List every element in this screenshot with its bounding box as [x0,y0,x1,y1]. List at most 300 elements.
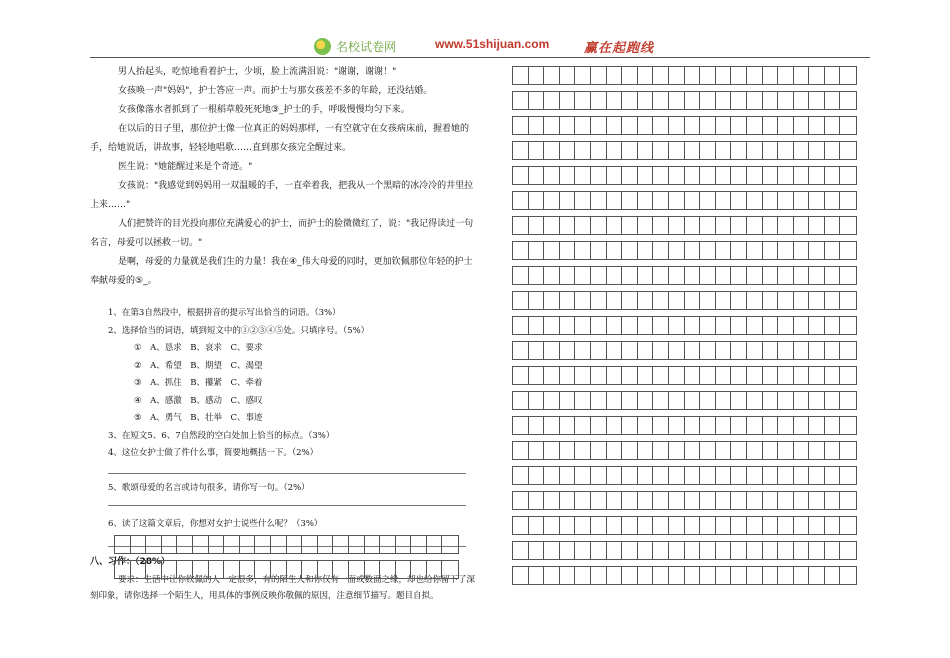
grid-cell[interactable] [560,92,576,109]
grid-cell[interactable] [607,567,623,584]
grid-cell[interactable] [513,392,529,409]
grid-cell[interactable] [607,142,623,159]
grid-cell[interactable] [607,117,623,134]
grid-cell[interactable] [763,542,779,559]
grid-cell[interactable] [716,67,732,84]
grid-cell[interactable] [716,242,732,259]
grid-cell[interactable] [809,367,825,384]
grid-cell[interactable] [809,417,825,434]
grid-cell[interactable] [778,92,794,109]
grid-cell[interactable] [840,292,856,309]
grid-cell[interactable] [529,142,545,159]
grid-cell[interactable] [763,392,779,409]
grid-cell[interactable] [685,542,701,559]
grid-cell[interactable] [825,567,841,584]
grid-cell[interactable] [622,142,638,159]
grid-cell[interactable] [716,417,732,434]
grid-cell[interactable] [607,217,623,234]
grid-cell[interactable] [809,567,825,584]
grid-cell[interactable] [638,367,654,384]
grid-cell[interactable] [575,192,591,209]
grid-cell[interactable] [747,342,763,359]
grid-cell[interactable] [778,117,794,134]
grid-cell[interactable] [809,142,825,159]
grid-cell[interactable] [669,242,685,259]
grid-cell[interactable] [747,517,763,534]
grid-cell[interactable] [255,561,271,578]
grid-cell[interactable] [794,392,810,409]
grid-cell[interactable] [747,242,763,259]
grid-cell[interactable] [825,192,841,209]
grid-cell[interactable] [591,517,607,534]
grid-cell[interactable] [825,92,841,109]
grid-cell[interactable] [333,536,349,553]
grid-cell[interactable] [591,192,607,209]
grid-cell[interactable] [685,192,701,209]
grid-cell[interactable] [622,292,638,309]
grid-cell[interactable] [560,467,576,484]
grid-cell[interactable] [607,67,623,84]
grid-cell[interactable] [731,267,747,284]
grid-cell[interactable] [529,167,545,184]
grid-cell[interactable] [809,392,825,409]
grid-cell[interactable] [622,192,638,209]
grid-cell[interactable] [653,367,669,384]
grid-cell[interactable] [529,92,545,109]
grid-cell[interactable] [685,492,701,509]
grid-cell[interactable] [427,561,443,578]
grid-cell[interactable] [365,561,381,578]
grid-cell[interactable] [575,542,591,559]
grid-cell[interactable] [716,267,732,284]
grid-cell[interactable] [622,517,638,534]
grid-cell[interactable] [763,67,779,84]
grid-cell[interactable] [575,392,591,409]
grid-cell[interactable] [607,542,623,559]
grid-cell[interactable] [396,561,412,578]
grid-cell[interactable] [560,142,576,159]
grid-cell[interactable] [607,267,623,284]
grid-cell[interactable] [653,517,669,534]
grid-cell[interactable] [513,142,529,159]
grid-cell[interactable] [825,367,841,384]
grid-cell[interactable] [193,536,209,553]
grid-cell[interactable] [747,392,763,409]
grid-cell[interactable] [638,192,654,209]
grid-cell[interactable] [700,342,716,359]
grid-cell[interactable] [669,517,685,534]
grid-cell[interactable] [763,292,779,309]
grid-cell[interactable] [575,242,591,259]
answer-line[interactable] [108,473,466,474]
grid-cell[interactable] [763,342,779,359]
grid-cell[interactable] [700,217,716,234]
grid-cell[interactable] [669,542,685,559]
grid-cell[interactable] [747,567,763,584]
grid-cell[interactable] [653,192,669,209]
grid-cell[interactable] [560,67,576,84]
grid-cell[interactable] [669,392,685,409]
grid-cell[interactable] [731,67,747,84]
grid-cell[interactable] [560,567,576,584]
grid-cell[interactable] [747,267,763,284]
grid-cell[interactable] [513,267,529,284]
grid-cell[interactable] [825,467,841,484]
grid-cell[interactable] [700,442,716,459]
grid-cell[interactable] [607,392,623,409]
grid-cell[interactable] [731,142,747,159]
grid-cell[interactable] [840,567,856,584]
grid-cell[interactable] [840,317,856,334]
grid-cell[interactable] [778,217,794,234]
grid-cell[interactable] [146,561,162,578]
grid-cell[interactable] [365,536,381,553]
grid-cell[interactable] [177,561,193,578]
grid-cell[interactable] [349,561,365,578]
grid-cell[interactable] [825,292,841,309]
grid-cell[interactable] [622,567,638,584]
grid-cell[interactable] [747,217,763,234]
grid-cell[interactable] [513,342,529,359]
grid-cell[interactable] [669,267,685,284]
grid-cell[interactable] [778,267,794,284]
grid-cell[interactable] [716,517,732,534]
grid-cell[interactable] [840,367,856,384]
grid-cell[interactable] [622,417,638,434]
answer-line[interactable] [108,505,466,506]
grid-cell[interactable] [575,217,591,234]
grid-cell[interactable] [700,292,716,309]
grid-cell[interactable] [513,367,529,384]
grid-cell[interactable] [544,367,560,384]
grid-cell[interactable] [638,417,654,434]
grid-cell[interactable] [794,317,810,334]
grid-cell[interactable] [840,192,856,209]
grid-cell[interactable] [591,92,607,109]
grid-cell[interactable] [685,142,701,159]
grid-cell[interactable] [513,192,529,209]
grid-cell[interactable] [825,117,841,134]
grid-cell[interactable] [653,342,669,359]
grid-cell[interactable] [638,442,654,459]
grid-cell[interactable] [575,267,591,284]
grid-cell[interactable] [529,317,545,334]
grid-cell[interactable] [825,317,841,334]
grid-cell[interactable] [224,561,240,578]
grid-cell[interactable] [825,542,841,559]
grid-cell[interactable] [411,536,427,553]
grid-cell[interactable] [731,492,747,509]
grid-cell[interactable] [513,542,529,559]
grid-cell[interactable] [716,567,732,584]
grid-cell[interactable] [318,561,334,578]
grid-cell[interactable] [513,517,529,534]
grid-cell[interactable] [794,292,810,309]
grid-cell[interactable] [778,467,794,484]
grid-cell[interactable] [638,117,654,134]
grid-cell[interactable] [669,567,685,584]
grid-cell[interactable] [685,517,701,534]
grid-cell[interactable] [747,92,763,109]
grid-cell[interactable] [716,92,732,109]
grid-cell[interactable] [747,542,763,559]
grid-cell[interactable] [669,117,685,134]
grid-cell[interactable] [731,442,747,459]
grid-cell[interactable] [716,217,732,234]
grid-cell[interactable] [240,536,256,553]
grid-cell[interactable] [840,67,856,84]
grid-cell[interactable] [700,542,716,559]
grid-cell[interactable] [809,92,825,109]
grid-cell[interactable] [544,492,560,509]
grid-cell[interactable] [591,467,607,484]
grid-cell[interactable] [778,167,794,184]
grid-cell[interactable] [653,467,669,484]
grid-cell[interactable] [809,492,825,509]
grid-cell[interactable] [529,342,545,359]
grid-cell[interactable] [560,217,576,234]
grid-cell[interactable] [529,217,545,234]
grid-cell[interactable] [685,292,701,309]
grid-cell[interactable] [529,567,545,584]
grid-cell[interactable] [560,542,576,559]
grid-cell[interactable] [653,542,669,559]
grid-cell[interactable] [544,142,560,159]
grid-cell[interactable] [513,67,529,84]
grid-cell[interactable] [653,492,669,509]
grid-cell[interactable] [763,467,779,484]
grid-cell[interactable] [763,192,779,209]
grid-cell[interactable] [560,392,576,409]
grid-cell[interactable] [778,442,794,459]
grid-cell[interactable] [669,292,685,309]
grid-cell[interactable] [731,167,747,184]
grid-cell[interactable] [731,217,747,234]
grid-cell[interactable] [809,192,825,209]
grid-cell[interactable] [731,517,747,534]
grid-cell[interactable] [638,317,654,334]
grid-cell[interactable] [840,92,856,109]
grid-cell[interactable] [716,392,732,409]
grid-cell[interactable] [747,317,763,334]
grid-cell[interactable] [591,567,607,584]
grid-cell[interactable] [685,467,701,484]
grid-cell[interactable] [731,417,747,434]
grid-cell[interactable] [333,561,349,578]
grid-cell[interactable] [731,292,747,309]
grid-cell[interactable] [638,492,654,509]
grid-cell[interactable] [763,442,779,459]
grid-cell[interactable] [840,167,856,184]
grid-cell[interactable] [700,242,716,259]
grid-cell[interactable] [513,92,529,109]
grid-cell[interactable] [731,567,747,584]
grid-cell[interactable] [575,517,591,534]
grid-cell[interactable] [685,342,701,359]
grid-cell[interactable] [529,517,545,534]
grid-cell[interactable] [763,167,779,184]
grid-cell[interactable] [840,342,856,359]
grid-cell[interactable] [778,417,794,434]
grid-cell[interactable] [763,117,779,134]
grid-cell[interactable] [809,117,825,134]
grid-cell[interactable] [747,67,763,84]
grid-cell[interactable] [638,92,654,109]
grid-cell[interactable] [685,392,701,409]
grid-cell[interactable] [825,517,841,534]
grid-cell[interactable] [607,467,623,484]
grid-cell[interactable] [840,267,856,284]
grid-cell[interactable] [840,217,856,234]
grid-cell[interactable] [318,536,334,553]
grid-cell[interactable] [560,417,576,434]
grid-cell[interactable] [622,167,638,184]
grid-cell[interactable] [622,92,638,109]
grid-cell[interactable] [700,167,716,184]
grid-cell[interactable] [794,442,810,459]
grid-cell[interactable] [544,567,560,584]
grid-cell[interactable] [747,442,763,459]
grid-cell[interactable] [544,167,560,184]
grid-cell[interactable] [513,317,529,334]
grid-cell[interactable] [560,242,576,259]
grid-cell[interactable] [716,492,732,509]
grid-cell[interactable] [622,242,638,259]
grid-cell[interactable] [115,561,131,578]
grid-cell[interactable] [716,317,732,334]
grid-cell[interactable] [513,117,529,134]
grid-cell[interactable] [669,467,685,484]
grid-cell[interactable] [396,536,412,553]
grid-cell[interactable] [544,467,560,484]
grid-cell[interactable] [287,561,303,578]
grid-cell[interactable] [669,367,685,384]
grid-cell[interactable] [669,417,685,434]
grid-cell[interactable] [778,292,794,309]
grid-cell[interactable] [763,142,779,159]
grid-cell[interactable] [685,267,701,284]
grid-cell[interactable] [607,192,623,209]
grid-cell[interactable] [380,536,396,553]
grid-cell[interactable] [638,142,654,159]
grid-cell[interactable] [544,217,560,234]
grid-cell[interactable] [763,267,779,284]
grid-cell[interactable] [763,492,779,509]
grid-cell[interactable] [669,342,685,359]
grid-cell[interactable] [840,542,856,559]
grid-cell[interactable] [825,67,841,84]
grid-cell[interactable] [560,117,576,134]
grid-cell[interactable] [591,392,607,409]
grid-cell[interactable] [794,167,810,184]
grid-cell[interactable] [591,242,607,259]
grid-cell[interactable] [575,342,591,359]
grid-cell[interactable] [685,317,701,334]
grid-cell[interactable] [794,517,810,534]
grid-cell[interactable] [622,442,638,459]
grid-cell[interactable] [840,142,856,159]
grid-cell[interactable] [529,267,545,284]
grid-cell[interactable] [513,492,529,509]
grid-cell[interactable] [622,217,638,234]
grid-cell[interactable] [747,492,763,509]
grid-cell[interactable] [209,561,225,578]
grid-cell[interactable] [544,117,560,134]
grid-cell[interactable] [700,67,716,84]
grid-cell[interactable] [560,367,576,384]
grid-cell[interactable] [638,517,654,534]
grid-cell[interactable] [131,536,147,553]
grid-cell[interactable] [685,242,701,259]
grid-cell[interactable] [622,367,638,384]
grid-cell[interactable] [591,217,607,234]
grid-cell[interactable] [575,142,591,159]
grid-cell[interactable] [716,342,732,359]
grid-cell[interactable] [794,417,810,434]
grid-cell[interactable] [287,536,303,553]
grid-cell[interactable] [731,342,747,359]
grid-cell[interactable] [560,192,576,209]
grid-cell[interactable] [700,192,716,209]
grid-cell[interactable] [591,317,607,334]
grid-cell[interactable] [778,192,794,209]
grid-cell[interactable] [669,167,685,184]
grid-cell[interactable] [700,267,716,284]
grid-cell[interactable] [747,367,763,384]
grid-cell[interactable] [716,367,732,384]
grid-cell[interactable] [575,317,591,334]
grid-cell[interactable] [622,67,638,84]
grid-cell[interactable] [575,492,591,509]
grid-cell[interactable] [544,342,560,359]
grid-cell[interactable] [794,217,810,234]
grid-cell[interactable] [809,267,825,284]
grid-cell[interactable] [224,536,240,553]
grid-cell[interactable] [240,561,256,578]
grid-cell[interactable] [591,417,607,434]
grid-cell[interactable] [622,117,638,134]
grid-cell[interactable] [271,561,287,578]
grid-cell[interactable] [638,567,654,584]
grid-cell[interactable] [685,567,701,584]
grid-cell[interactable] [716,467,732,484]
grid-cell[interactable] [544,92,560,109]
grid-cell[interactable] [622,317,638,334]
grid-cell[interactable] [716,292,732,309]
grid-cell[interactable] [302,561,318,578]
grid-cell[interactable] [442,536,458,553]
grid-cell[interactable] [809,292,825,309]
grid-cell[interactable] [794,192,810,209]
grid-cell[interactable] [840,517,856,534]
grid-cell[interactable] [809,467,825,484]
grid-cell[interactable] [591,367,607,384]
grid-cell[interactable] [840,442,856,459]
grid-cell[interactable] [825,142,841,159]
grid-cell[interactable] [794,67,810,84]
grid-cell[interactable] [794,117,810,134]
grid-cell[interactable] [529,417,545,434]
grid-cell[interactable] [840,467,856,484]
grid-cell[interactable] [544,442,560,459]
grid-cell[interactable] [653,67,669,84]
grid-cell[interactable] [763,217,779,234]
grid-cell[interactable] [669,67,685,84]
grid-cell[interactable] [607,167,623,184]
grid-cell[interactable] [747,192,763,209]
grid-cell[interactable] [560,492,576,509]
grid-cell[interactable] [622,542,638,559]
